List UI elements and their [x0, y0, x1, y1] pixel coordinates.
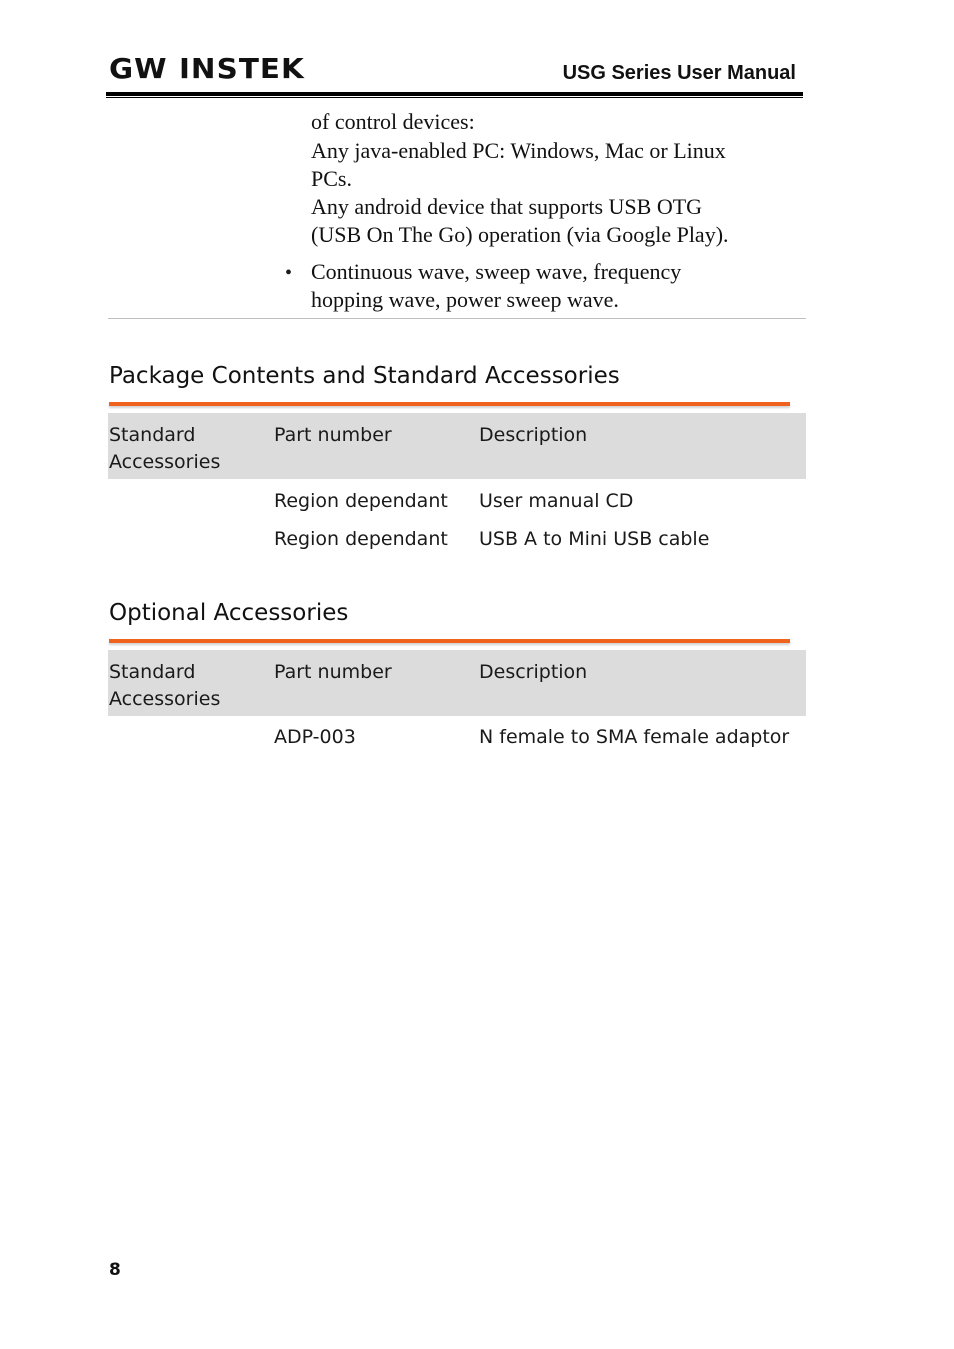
optional-header-col1: Accessories	[109, 688, 221, 710]
spec-text-line: Any android device that supports USB OTG	[311, 194, 703, 219]
optional-heading-rule	[109, 639, 790, 643]
package-header-col1: Standard	[109, 424, 196, 446]
spec-bullet-line: hopping wave, power sweep wave.	[311, 287, 619, 312]
page-number: 8	[109, 1260, 121, 1280]
package-header-part-number: Part number	[274, 424, 392, 446]
optional-row-part: ADP-003	[274, 726, 356, 748]
package-section-heading: Package Contents and Standard Accessories	[109, 363, 620, 389]
header-rule-thick	[106, 92, 803, 96]
package-heading-rule	[109, 402, 790, 406]
spec-text-line: of control devices:	[311, 109, 475, 134]
spec-text-line: Any java-enabled PC: Windows, Mac or Linux	[311, 138, 726, 163]
package-row-description: User manual CD	[479, 490, 634, 512]
package-header-description: Description	[479, 424, 588, 446]
package-header-col1: Accessories	[109, 451, 221, 473]
optional-section-heading: Optional Accessories	[109, 600, 349, 626]
optional-header-col1: Standard	[109, 661, 196, 683]
optional-header-part-number: Part number	[274, 661, 392, 683]
spec-bullet-line: Continuous wave, sweep wave, frequency	[311, 259, 682, 284]
package-row-part: Region dependant	[274, 490, 448, 512]
brand-logo: GW INSTEK	[109, 52, 305, 85]
spec-text-line: (USB On The Go) operation (via Google Play).	[311, 222, 729, 247]
package-row-part: Region dependant	[274, 528, 448, 550]
manual-title: USG Series User Manual	[562, 62, 796, 84]
spec-table-divider	[108, 318, 806, 319]
spec-text-line: PCs.	[311, 166, 352, 191]
header-rule-thin	[106, 97, 803, 98]
optional-header-description: Description	[479, 661, 588, 683]
package-row-description: USB A to Mini USB cable	[479, 528, 710, 550]
bullet-icon: •	[285, 262, 293, 284]
optional-row-description: N female to SMA female adaptor	[479, 726, 790, 748]
